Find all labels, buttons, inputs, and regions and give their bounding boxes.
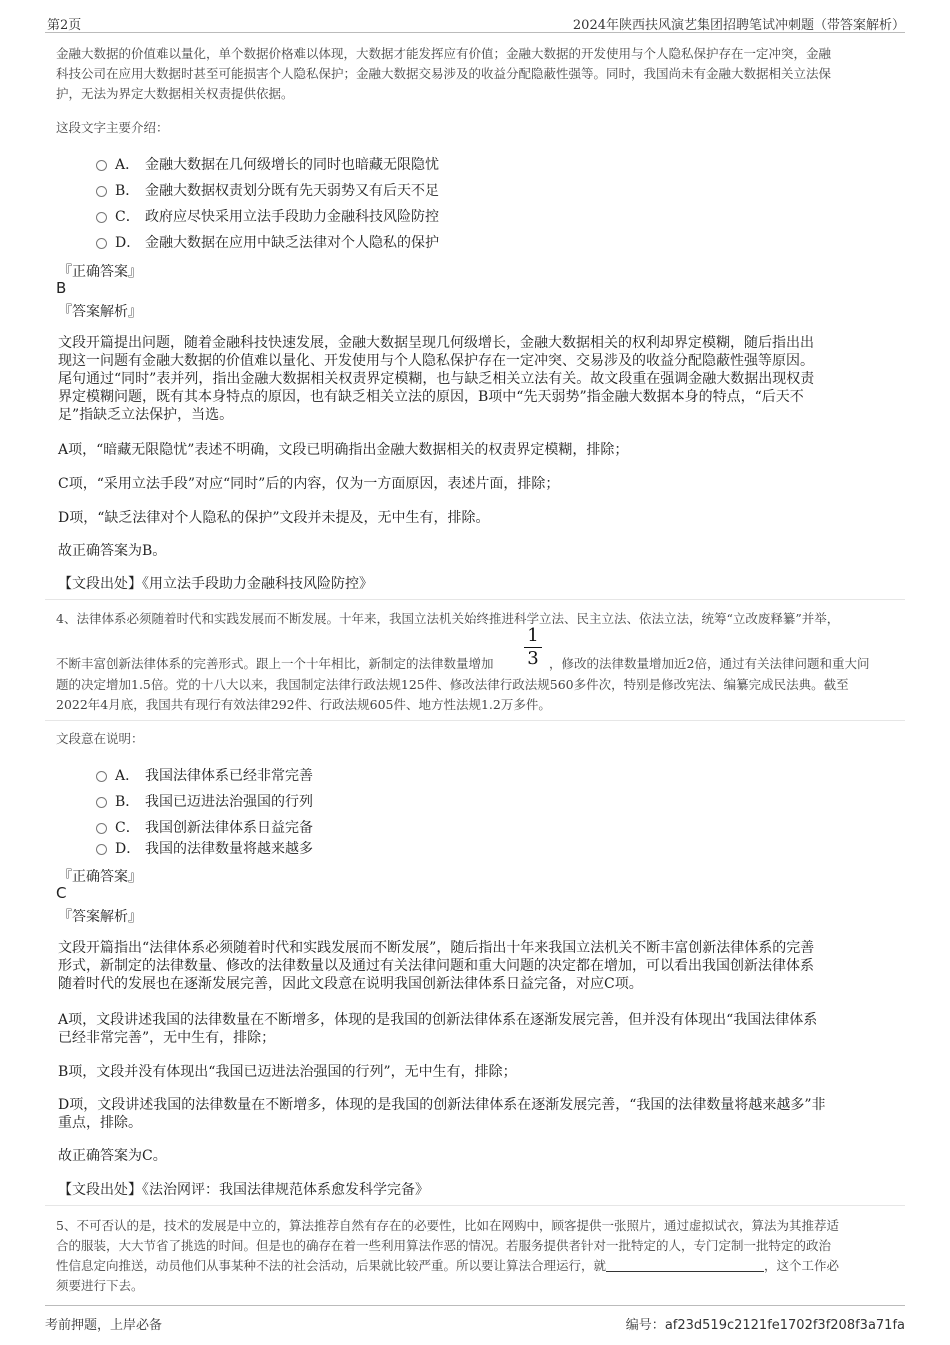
q3-option-c[interactable]: C． 政府应尽快采用立法手段助力金融科技风险防控 bbox=[96, 206, 439, 226]
q5-passage-line: 性信息定向推送，动员他们从事某种不法的社会活动，后果就比较严重。所以要让算法合理运行，就 ，这个工作必 bbox=[56, 1258, 840, 1273]
q4-conclusion: 故正确答案为C。 bbox=[58, 1148, 167, 1164]
q4-note: B项，文段并没有体现出“我国已迈进法治强国的行列”，无中生有，排除； bbox=[58, 1064, 517, 1080]
q3-source: 【文段出处】《用立法手段助力金融科技风险防控》 bbox=[58, 576, 373, 592]
q3-analysis-line: 尾句通过“同时”表并列，指出金融大数据相关权责界定模糊，也与缺乏相关立法有关。故文段重在强调金融大数据出现权责 bbox=[58, 371, 815, 387]
q3-answer-label: 『正确答案』 bbox=[58, 264, 142, 280]
q4-analysis-line: 随着时代的发展也在逐渐发展完善，因此文段意在说明我国创新法律体系日益完备，对应C项。 bbox=[58, 976, 643, 992]
q5-passage-line: 5、不可否认的是，技术的发展是中立的，算法推荐自然有存在的必要性，比如在网购中，顾客提供一张照片，通过虚拟试衣，算法为其推荐适 bbox=[56, 1218, 839, 1233]
page-header bbox=[45, 10, 905, 33]
q4-passage-line: 2022年4月底，我国共有现行有效法律292件、行政法规605件、地方性法规1.2万多件。 bbox=[56, 697, 551, 712]
q4-analysis-label: 『答案解析』 bbox=[58, 909, 142, 925]
q3-note: C项，“采用立法手段”对应“同时”后的内容，仅为一方面原因，表述片面，排除； bbox=[58, 476, 560, 492]
q5-passage-line: 合的服装，大大节省了挑选的时间。但是也的确存在着一些利用算法作恶的情况。若服务提供者针对一批特定的人，专门定制一批特定的政治 bbox=[56, 1238, 832, 1253]
q4-note: 已经非常完善”，无中生有，排除； bbox=[58, 1030, 276, 1046]
radio-icon[interactable] bbox=[96, 238, 107, 249]
q3-analysis-line: 足”指缺乏立法保护，当选。 bbox=[58, 407, 234, 423]
divider bbox=[45, 1205, 905, 1206]
divider bbox=[45, 720, 905, 721]
q4-stem: 文段意在说明： bbox=[56, 731, 144, 746]
q3-passage-line: 护，无法为界定大数据相关权责提供依据。 bbox=[56, 86, 294, 101]
fill-blank[interactable] bbox=[606, 1259, 764, 1272]
q4-option-a[interactable]: A． 我国法律体系已经非常完善 bbox=[96, 765, 313, 785]
q4-passage-line: 不断丰富创新法律体系的完善形式。跟上一个十年相比，新制定的法律数量增加 bbox=[56, 656, 494, 671]
page-number: 第2页 bbox=[47, 18, 82, 33]
q4-passage-line: ，修改的法律数量增加近2倍，通过有关法律问题和重大问 bbox=[549, 656, 870, 671]
q4-analysis-line: 文段开篇指出“法律体系必须随着时代和实践发展而不断发展”，随后指出十年来我国立法机关不断丰富创新法律体系的完善 bbox=[58, 940, 815, 956]
q3-note: D项，“缺乏法律对个人隐私的保护”文段并未提及，无中生有，排除。 bbox=[58, 510, 490, 526]
q4-passage-line: 4、法律体系必须随着时代和实践发展而不断发展。十年来，我国立法机关始终推进科学立法、民主立法、依法立法，统筹“立改废释纂”并举， bbox=[56, 611, 840, 626]
q3-note: A项，“暗藏无限隐忧”表述不明确，文段已明确指出金融大数据相关的权责界定模糊，排除； bbox=[58, 442, 629, 458]
q5-passage-line: 须要进行下去。 bbox=[56, 1278, 144, 1293]
q3-answer: B bbox=[56, 279, 67, 297]
footer-slogan: 考前押题，上岸必备 bbox=[45, 1318, 163, 1333]
radio-icon[interactable] bbox=[96, 212, 107, 223]
q3-passage-line: 金融大数据的价值难以量化，单个数据价格难以体现，大数据才能发挥应有价值；金融大数据的开发使用与个人隐私保护存在一定冲突，金融 bbox=[56, 46, 832, 61]
q3-analysis-line: 界定模糊问题，既有其本身特点的原因，也有缺乏相关立法的原因，B项中“先天弱势”指金融大数据本身的特点，“后天不 bbox=[58, 389, 804, 405]
q4-note: A项，文段讲述我国的法律数量在不断增多，体现的是我国的创新法律体系在逐渐发展完善，但并没有体现出“我国法律体系 bbox=[58, 1012, 818, 1028]
q4-option-c[interactable]: C． 我国创新法律体系日益完备 bbox=[96, 817, 313, 837]
q4-answer-label: 『正确答案』 bbox=[58, 869, 142, 885]
radio-icon[interactable] bbox=[96, 160, 107, 171]
q3-option-a[interactable]: A． 金融大数据在几何级增长的同时也暗藏无限隐忧 bbox=[96, 154, 439, 174]
q4-source: 【文段出处】《法治网评：我国法律规范体系愈发科学完备》 bbox=[58, 1182, 429, 1198]
radio-icon[interactable] bbox=[96, 186, 107, 197]
q3-conclusion: 故正确答案为B。 bbox=[58, 543, 167, 559]
radio-icon[interactable] bbox=[96, 844, 107, 855]
q4-note: D项，文段讲述我国的法律数量在不断增多，体现的是我国的创新法律体系在逐渐发展完善，“我国的法律数量将越来越多”非 bbox=[58, 1097, 826, 1113]
q4-passage-line: 题的决定增加1.5倍。党的十八大以来，我国制定法律行政法规125件、修改法律行政法规560多件次，特别是修改宪法、编纂完成民法典。截至 bbox=[56, 677, 849, 692]
q3-passage-line: 科技公司在应用大数据时甚至可能损害个人隐私保护；金融大数据交易涉及的收益分配隐蔽性强等。同时，我国尚未有金融大数据相关立法保 bbox=[56, 66, 832, 81]
q3-analysis-line: 现这一问题有金融大数据的价值难以量化、开发使用与个人隐私保护存在一定冲突、交易涉及的收益分配隐蔽性强等原因。 bbox=[58, 353, 814, 369]
fraction-one-third: 1 3 bbox=[524, 626, 542, 669]
radio-icon[interactable] bbox=[96, 771, 107, 782]
q3-analysis-line: 文段开篇提出问题，随着金融科技快速发展，金融大数据呈现几何级增长，金融大数据相关的权利却界定模糊，随后指出出 bbox=[58, 335, 814, 351]
q4-analysis-line: 形式，新制定的法律数量、修改的法律数量以及通过有关法律问题和重大问题的决定都在增加，可以看出我国创新法律体系 bbox=[58, 958, 814, 974]
q3-option-b[interactable]: B． 金融大数据权责划分既有先天弱势又有后天不足 bbox=[96, 180, 439, 200]
divider bbox=[45, 599, 905, 600]
q3-stem: 这段文字主要介绍： bbox=[56, 120, 169, 135]
document-code: 编号：af23d519c2121fe1702f3f208f3a71fa bbox=[625, 1318, 905, 1333]
q4-answer: C bbox=[56, 884, 67, 902]
q4-option-b[interactable]: B． 我国已迈进法治强国的行列 bbox=[96, 791, 313, 811]
page-footer bbox=[45, 1305, 905, 1336]
q3-analysis-label: 『答案解析』 bbox=[58, 304, 142, 320]
q4-option-d[interactable]: D． 我国的法律数量将越来越多 bbox=[96, 838, 313, 858]
q4-note: 重点，排除。 bbox=[58, 1115, 142, 1131]
document-title: 2024年陕西扶风演艺集团招聘笔试冲刺题（带答案解析） bbox=[572, 18, 905, 33]
q3-option-d[interactable]: D． 金融大数据在应用中缺乏法律对个人隐私的保护 bbox=[96, 232, 439, 252]
radio-icon[interactable] bbox=[96, 823, 107, 834]
radio-icon[interactable] bbox=[96, 797, 107, 808]
